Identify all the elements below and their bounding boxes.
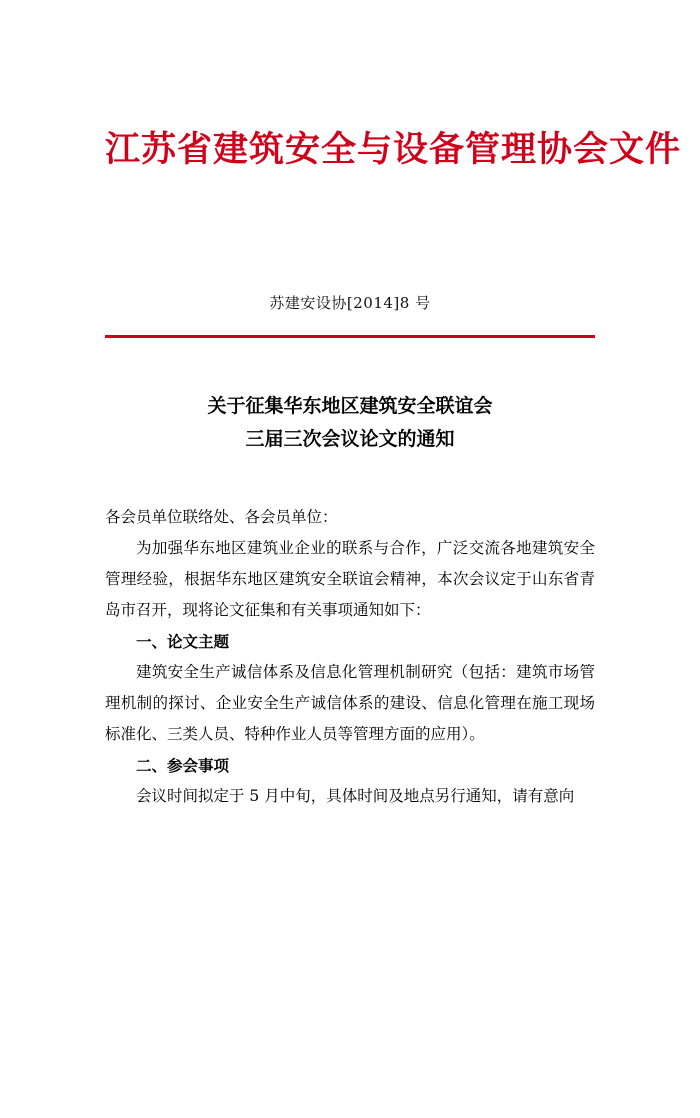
document-body bbox=[105, 502, 595, 812]
document-number: 苏建安设协[2014]8 号 bbox=[269, 293, 431, 312]
section-heading-1: 一、论文主题 bbox=[136, 632, 230, 652]
section-heading-2: 二、参会事项 bbox=[136, 756, 230, 776]
body-paragraph-1: 为加强华东地区建筑业企业的联系与合作，广泛交流各地建筑安全管理经验，根据华东地区建筑安全联谊会精神，本次会议定于山东省青岛市召开，现将论文征集和有关事项通知如下： bbox=[105, 539, 595, 620]
subject-line-1: 关于征集华东地区建筑安全联谊会 bbox=[207, 394, 493, 417]
body-paragraph-2: 建筑安全生产诚信体系及信息化管理机制研究（包括：建筑市场管理机制的探讨、企业安全生产诚信体系的建设、信息化管理在施工现场标准化、三类人员、特种作业人员等管理方面的应用）。 bbox=[105, 663, 595, 744]
body-paragraph-3: 会议时间拟定于 5 月中旬，具体时间及地点另行通知，请有意向 bbox=[136, 787, 575, 806]
salutation: 各会员单位联络处、各会员单位： bbox=[105, 508, 338, 527]
red-divider-rule bbox=[105, 335, 595, 338]
document-org-title: 江苏省建筑安全与设备管理协会文件 bbox=[105, 129, 682, 170]
document-page bbox=[0, 128, 700, 1118]
document-subject bbox=[105, 390, 595, 457]
subject-line-2: 三届三次会议论文的通知 bbox=[245, 428, 455, 450]
